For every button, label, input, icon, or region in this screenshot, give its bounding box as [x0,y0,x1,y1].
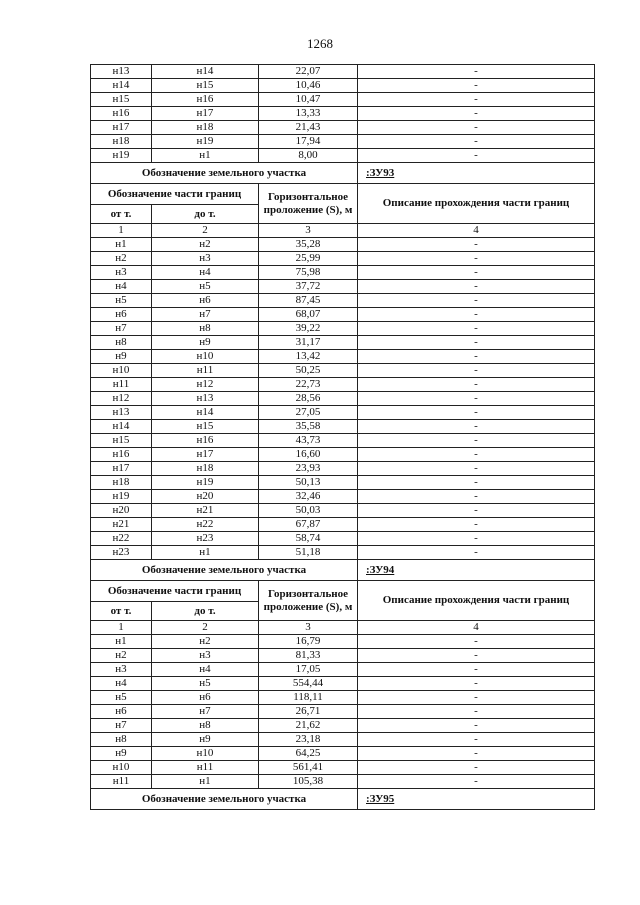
boundary-description: - [358,406,595,420]
horizontal-distance: 17,94 [259,135,358,149]
plot-label: Обозначение земельного участка [91,789,358,810]
table-row [91,79,595,93]
horizontal-distance: 58,74 [259,532,358,546]
horizontal-distance: 21,43 [259,121,358,135]
plot-section-header [91,163,595,184]
horizontal-distance: 31,17 [259,336,358,350]
horizontal-distance: 561,41 [259,761,358,775]
to-point: н22 [152,518,259,532]
boundary-description: - [358,149,595,163]
table-row [91,705,595,719]
from-point: н5 [91,691,152,705]
column-number: 1 [91,621,152,635]
to-point: н17 [152,107,259,121]
table-row [91,93,595,107]
boundary-description: - [358,350,595,364]
to-point: н18 [152,121,259,135]
horizontal-distance: 23,18 [259,733,358,747]
horizontal-distance: 64,25 [259,747,358,761]
horizontal-distance: 10,46 [259,79,358,93]
to-point: н9 [152,733,259,747]
from-point: н1 [91,238,152,252]
from-point: н23 [91,546,152,560]
horizontal-header: Горизонтальное проложение (S), м [259,581,358,621]
plot-section-header [91,789,595,810]
table-row [91,121,595,135]
to-point: н7 [152,308,259,322]
to-point: н3 [152,252,259,266]
from-point: н20 [91,504,152,518]
table-row [91,308,595,322]
from-point: н6 [91,705,152,719]
table-row [91,149,595,163]
from-point: н8 [91,733,152,747]
to-point: н17 [152,448,259,462]
from-point: н10 [91,364,152,378]
table-row [91,733,595,747]
table-row [91,336,595,350]
to-point: н19 [152,135,259,149]
column-number: 3 [259,224,358,238]
from-point: н16 [91,448,152,462]
to-point: н2 [152,635,259,649]
table-row [91,691,595,705]
table-row [91,406,595,420]
from-point: н17 [91,462,152,476]
column-number-row [91,224,595,238]
horizontal-distance: 23,93 [259,462,358,476]
table-row [91,392,595,406]
horizontal-distance: 35,58 [259,420,358,434]
plot-code: :ЗУ93 [358,163,595,184]
boundary-description: - [358,546,595,560]
to-point: н1 [152,546,259,560]
horizontal-distance: 43,73 [259,434,358,448]
to-point: н5 [152,280,259,294]
from-point: н3 [91,266,152,280]
boundary-description: - [358,238,595,252]
table-row [91,663,595,677]
horizontal-distance: 22,07 [259,65,358,79]
boundary-description: - [358,364,595,378]
boundary-description: - [358,107,595,121]
boundary-description: - [358,392,595,406]
table-row [91,238,595,252]
to-point: н18 [152,462,259,476]
boundary-description: - [358,378,595,392]
from-point: н12 [91,392,152,406]
to-point: н5 [152,677,259,691]
table-row [91,476,595,490]
from-point: н15 [91,434,152,448]
table-row [91,65,595,79]
table-row [91,635,595,649]
boundary-description: - [358,308,595,322]
to-point: н1 [152,149,259,163]
horizontal-distance: 81,33 [259,649,358,663]
to-point: н16 [152,93,259,107]
from-point: н11 [91,775,152,789]
from-point: н5 [91,294,152,308]
horizontal-distance: 50,13 [259,476,358,490]
table-row [91,364,595,378]
to-point: н8 [152,719,259,733]
boundary-description: - [358,691,595,705]
table-row [91,322,595,336]
horizontal-distance: 51,18 [259,546,358,560]
table-row [91,719,595,733]
to-point: н9 [152,336,259,350]
description-header: Описание прохождения части границ [358,581,595,621]
table-row [91,135,595,149]
from-point: н18 [91,476,152,490]
boundary-description: - [358,476,595,490]
boundary-description: - [358,93,595,107]
to-point: н12 [152,378,259,392]
to-point: н11 [152,761,259,775]
horizontal-distance: 10,47 [259,93,358,107]
horizontal-distance: 87,45 [259,294,358,308]
boundary-description: - [358,719,595,733]
from-point: н17 [91,121,152,135]
table-row [91,532,595,546]
boundary-description: - [358,79,595,93]
to-point: н14 [152,65,259,79]
boundary-description: - [358,532,595,546]
to-point: н10 [152,350,259,364]
column-number: 2 [152,224,259,238]
from-point: н13 [91,65,152,79]
from-point: н9 [91,350,152,364]
table-row [91,761,595,775]
page-number: 1268 [307,36,333,51]
horizontal-distance: 554,44 [259,677,358,691]
boundary-description: - [358,135,595,149]
horizontal-header: Горизонтальное проложение (S), м [259,184,358,224]
from-header: от т. [91,205,152,224]
table-row [91,252,595,266]
table-row [91,294,595,308]
table-row [91,434,595,448]
to-point: н6 [152,294,259,308]
boundary-description: - [358,663,595,677]
to-header: до т. [152,205,259,224]
plot-section-header [91,560,595,581]
plot-label: Обозначение земельного участка [91,560,358,581]
to-point: н20 [152,490,259,504]
boundary-description: - [358,649,595,663]
horizontal-distance: 75,98 [259,266,358,280]
plot-label: Обозначение земельного участка [91,163,358,184]
to-point: н23 [152,532,259,546]
horizontal-distance: 68,07 [259,308,358,322]
table-row [91,504,595,518]
table-row [91,448,595,462]
to-point: н15 [152,420,259,434]
table-row [91,747,595,761]
column-number: 1 [91,224,152,238]
horizontal-distance: 37,72 [259,280,358,294]
column-number: 4 [358,224,595,238]
from-point: н11 [91,378,152,392]
from-point: н1 [91,635,152,649]
to-point: н16 [152,434,259,448]
boundary-description: - [358,280,595,294]
to-point: н1 [152,775,259,789]
boundary-description: - [358,294,595,308]
table-row [91,518,595,532]
from-point: н2 [91,649,152,663]
horizontal-distance: 67,87 [259,518,358,532]
table-row [91,546,595,560]
horizontal-distance: 22,73 [259,378,358,392]
boundary-description: - [358,420,595,434]
horizontal-distance: 26,71 [259,705,358,719]
from-point: н19 [91,490,152,504]
from-point: н18 [91,135,152,149]
from-point: н8 [91,336,152,350]
horizontal-distance: 50,25 [259,364,358,378]
part-boundaries-header: Обозначение части границ [91,581,259,602]
column-header-row [91,581,595,602]
from-point: н19 [91,149,152,163]
from-point: н16 [91,107,152,121]
horizontal-distance: 16,79 [259,635,358,649]
horizontal-distance: 35,28 [259,238,358,252]
to-point: н6 [152,691,259,705]
horizontal-distance: 13,42 [259,350,358,364]
to-point: н13 [152,392,259,406]
to-point: н4 [152,663,259,677]
to-point: н7 [152,705,259,719]
from-point: н13 [91,406,152,420]
from-point: н7 [91,719,152,733]
boundary-description: - [358,490,595,504]
boundary-description: - [358,121,595,135]
table-row [91,677,595,691]
boundary-description: - [358,518,595,532]
from-point: н3 [91,663,152,677]
table-row [91,420,595,434]
from-point: н4 [91,280,152,294]
boundary-description: - [358,462,595,476]
to-point: н19 [152,476,259,490]
table-row [91,490,595,504]
table-row [91,462,595,476]
table-row [91,280,595,294]
table-row [91,378,595,392]
from-header: от т. [91,602,152,621]
from-point: н14 [91,420,152,434]
boundary-description: - [358,504,595,518]
from-point: н7 [91,322,152,336]
horizontal-distance: 21,62 [259,719,358,733]
horizontal-distance: 105,38 [259,775,358,789]
part-boundaries-header: Обозначение части границ [91,184,259,205]
horizontal-distance: 16,60 [259,448,358,462]
from-point: н4 [91,677,152,691]
boundary-description: - [358,65,595,79]
to-point: н10 [152,747,259,761]
column-number-row [91,621,595,635]
table-row [91,266,595,280]
to-point: н14 [152,406,259,420]
boundary-description: - [358,733,595,747]
to-point: н11 [152,364,259,378]
column-number: 3 [259,621,358,635]
horizontal-distance: 17,05 [259,663,358,677]
horizontal-distance: 25,99 [259,252,358,266]
to-point: н21 [152,504,259,518]
from-point: н2 [91,252,152,266]
boundary-description: - [358,705,595,719]
to-header: до т. [152,602,259,621]
table-row [91,350,595,364]
horizontal-distance: 13,33 [259,107,358,121]
table-row [91,775,595,789]
from-point: н10 [91,761,152,775]
description-header: Описание прохождения части границ [358,184,595,224]
to-point: н15 [152,79,259,93]
to-point: н3 [152,649,259,663]
table-row [91,649,595,663]
boundary-description: - [358,266,595,280]
boundary-description: - [358,336,595,350]
to-point: н2 [152,238,259,252]
boundary-description: - [358,775,595,789]
from-point: н22 [91,532,152,546]
to-point: н4 [152,266,259,280]
boundary-description: - [358,747,595,761]
horizontal-distance: 39,22 [259,322,358,336]
from-point: н15 [91,93,152,107]
plot-code: :ЗУ95 [358,789,595,810]
horizontal-distance: 50,03 [259,504,358,518]
plot-code: :ЗУ94 [358,560,595,581]
column-number: 4 [358,621,595,635]
horizontal-distance: 118,11 [259,691,358,705]
from-point: н9 [91,747,152,761]
boundary-description: - [358,761,595,775]
column-number: 2 [152,621,259,635]
from-point: н6 [91,308,152,322]
boundary-description: - [358,322,595,336]
boundary-description: - [358,252,595,266]
column-header-row [91,184,595,205]
boundary-description: - [358,448,595,462]
table-row [91,107,595,121]
horizontal-distance: 32,46 [259,490,358,504]
boundary-table [90,64,595,810]
boundary-description: - [358,677,595,691]
from-point: н21 [91,518,152,532]
horizontal-distance: 8,00 [259,149,358,163]
horizontal-distance: 27,05 [259,406,358,420]
boundary-table-body [91,65,595,810]
horizontal-distance: 28,56 [259,392,358,406]
boundary-description: - [358,434,595,448]
to-point: н8 [152,322,259,336]
boundary-description: - [358,635,595,649]
from-point: н14 [91,79,152,93]
